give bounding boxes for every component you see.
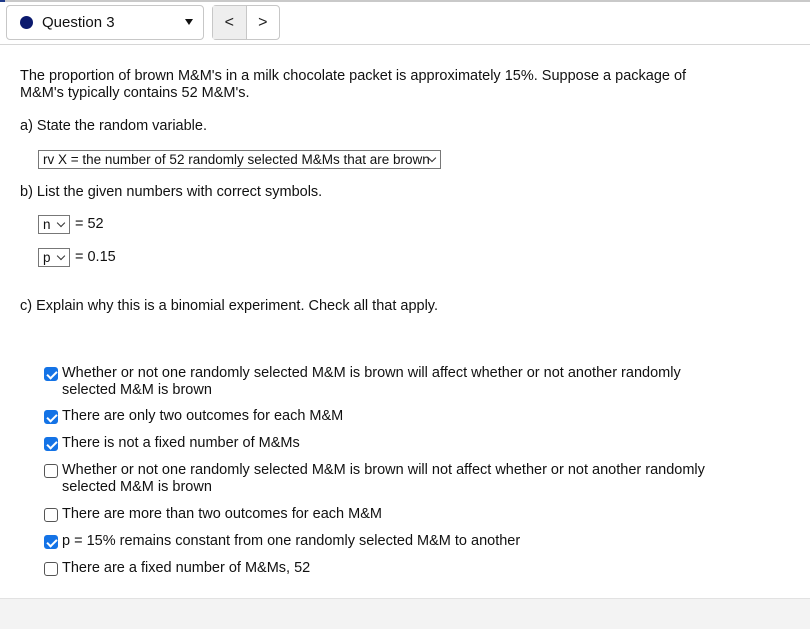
option-label: Whether or not one randomly selected M&M is brown will not affect whether or not another randomly selected M&M is brown	[62, 462, 705, 495]
caret-down-icon	[185, 19, 193, 25]
next-question-button[interactable]	[247, 6, 280, 39]
option-checkbox-checked[interactable]	[44, 437, 58, 451]
option-checkbox-checked[interactable]	[44, 367, 58, 381]
random-variable-selected: rv X = the number of 52 randomly selected M&Ms that are brown	[43, 152, 430, 167]
previous-question-button[interactable]	[213, 6, 247, 39]
top-accent	[0, 0, 5, 2]
part-b-prompt: b) List the given numbers with correct symbols.	[20, 184, 323, 200]
option-checkbox-checked[interactable]	[44, 410, 58, 424]
p-symbol-selected: p	[43, 250, 51, 265]
p-symbol-dropdown[interactable]	[38, 248, 70, 267]
n-value: = 52	[75, 216, 104, 232]
question-selector[interactable]	[6, 5, 204, 40]
chevron-down-icon	[57, 219, 65, 227]
option-label: There is not a fixed number of M&Ms	[62, 435, 300, 451]
problem-statement: The proportion of brown M&M's in a milk chocolate packet is approximately 15%. Suppose a package of M&M's typically contains 52 M&M's.	[20, 68, 687, 101]
bottom-bar	[0, 598, 810, 629]
option-checkbox-unchecked[interactable]	[44, 508, 58, 522]
option-label: There are more than two outcomes for each M&M	[62, 506, 382, 522]
p-value: = 0.15	[75, 249, 116, 265]
option-label: There are a fixed number of M&Ms, 52	[62, 560, 311, 576]
option-label: Whether or not one randomly selected M&M is brown will affect whether or not another randomly selected M&M is brown	[62, 365, 681, 398]
chevron-down-icon	[57, 252, 65, 260]
header-divider	[0, 44, 810, 45]
option-label: There are only two outcomes for each M&M	[62, 408, 344, 424]
question-nav	[212, 5, 280, 40]
question-status-dot-icon	[20, 16, 33, 29]
option-checkbox-unchecked[interactable]	[44, 562, 58, 576]
question-selector-label: Question 3	[42, 14, 115, 31]
part-a-prompt: a) State the random variable.	[20, 118, 207, 134]
option-label: p = 15% remains constant from one randomly selected M&M to another	[62, 533, 521, 549]
random-variable-dropdown[interactable]	[38, 150, 441, 169]
chevron-left-icon: <	[224, 13, 234, 31]
top-border	[0, 0, 810, 2]
option-checkbox-unchecked[interactable]	[44, 464, 58, 478]
n-symbol-selected: n	[43, 217, 51, 232]
n-symbol-dropdown[interactable]	[38, 215, 70, 234]
option-checkbox-checked[interactable]	[44, 535, 58, 549]
chevron-right-icon: >	[258, 13, 268, 31]
part-c-prompt: c) Explain why this is a binomial experiment. Check all that apply.	[20, 298, 439, 314]
